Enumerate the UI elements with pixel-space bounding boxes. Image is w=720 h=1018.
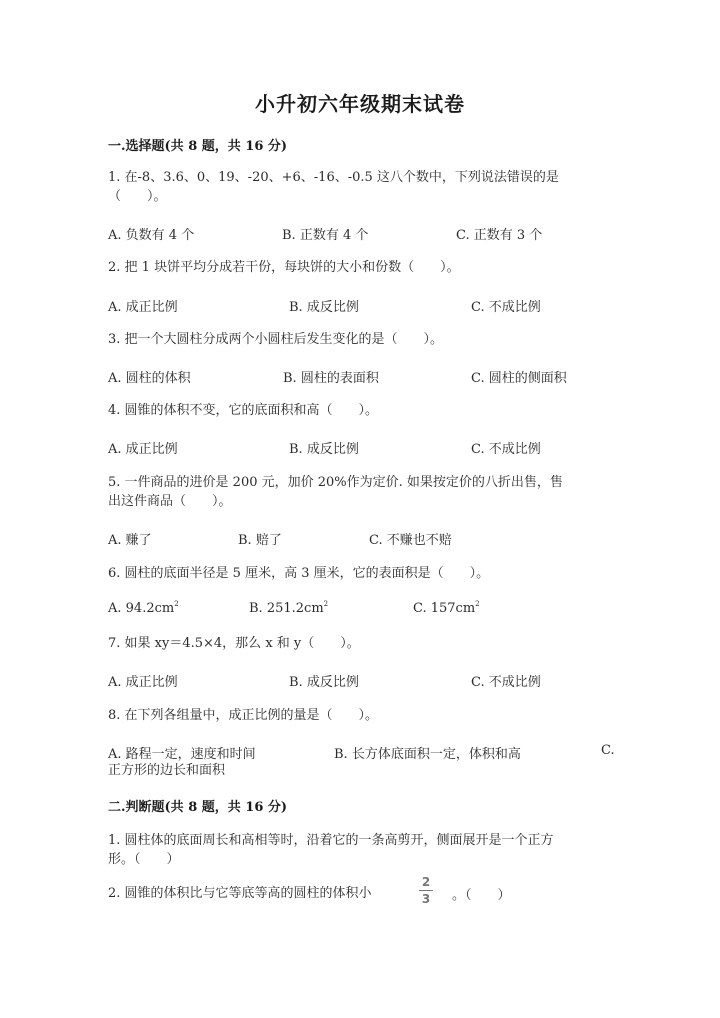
question-8-option-c-text: 正方形的边长和面积	[108, 763, 226, 778]
judgement-2-tail: 。（ ）	[452, 888, 511, 903]
question-6-option-a: A. $94.2cm^2$	[108, 600, 179, 616]
question-1-text: 1. 在-8、3.6、0、19、-20、+6、-16、-0.5 这八个数中，下列说法错误的是	[108, 170, 559, 185]
question-8-option-c: C.	[601, 743, 615, 758]
question-6-option-c: C. $157cm^2$	[413, 600, 480, 616]
section-heading-choice: 一.选择题(共 8 题，共 16 分)	[108, 139, 288, 154]
question-4-option-b: B. 成反比例	[289, 442, 359, 457]
question-7-option-b: B. 成反比例	[289, 675, 359, 690]
question-5-text-cont: 出这件商品（ ）。	[108, 494, 232, 509]
judgement-1-text: 1. 圆柱体的底面周长和高相等时，沿着它的一条高剪开，侧面展开是一个正方	[108, 833, 554, 848]
question-4-text: 4. 圆锥的体积不变，它的底面积和高（ ）。	[108, 403, 379, 418]
question-7-option-a: A. 成正比例	[108, 675, 178, 690]
question-5-option-c: C. 不赚也不赔	[369, 533, 452, 548]
question-1-option-a: A. 负数有 4 个	[108, 228, 195, 243]
question-5-option-b: B. 赔了	[238, 533, 282, 548]
question-1-option-b: B. 正数有 4 个	[282, 228, 369, 243]
question-8-text: 8. 在下列各组量中，成正比例的量是（ ）。	[108, 708, 379, 723]
question-5-text: 5. 一件商品的进价是 200 元，加价 20%作为定价. 如果按定价的八折出售，售	[108, 475, 563, 490]
judgement-2-text: 2. 圆锥的体积比与它等底等高的圆柱的体积小	[108, 886, 372, 901]
question-1-text-cont: （ ）。	[108, 189, 167, 204]
question-3-option-b: B. 圆柱的表面积	[283, 371, 379, 386]
superscript-2: 2	[323, 600, 329, 608]
question-2-text: 2. 把 1 块饼平均分成若干份，每块饼的大小和份数（ ）。	[108, 260, 460, 275]
question-2-option-a: A. 成正比例	[108, 300, 178, 315]
question-4-option-a: A. 成正比例	[108, 442, 178, 457]
fraction-denominator: 3	[421, 892, 431, 906]
question-3-option-c: C. 圆柱的侧面积	[471, 371, 567, 386]
question-3-option-a: A. 圆柱的体积	[108, 371, 191, 386]
question-2-option-b: B. 成反比例	[289, 300, 359, 315]
superscript-2: 2	[475, 600, 480, 608]
question-4-option-c: C. 不成比例	[471, 442, 541, 457]
judgement-1-text-cont: 形。（ ）	[108, 852, 180, 867]
fraction-two-thirds	[419, 876, 433, 905]
question-3-text: 3. 把一个大圆柱分成两个小圆柱后发生变化的是（ ）。	[108, 332, 444, 347]
question-7-option-c: C. 不成比例	[471, 675, 541, 690]
question-8-option-a: A. 路程一定，速度和时间	[108, 747, 256, 762]
page-title: 小升初六年级期末试卷	[255, 92, 465, 116]
fraction-bar	[419, 890, 433, 891]
question-8-option-b: B. 长方体底面积一定，体积和高	[334, 747, 521, 762]
question-5-option-a: A. 赚了	[108, 533, 152, 548]
question-6-text: 6. 圆柱的底面半径是 5 厘米，高 3 厘米，它的表面积是（ ）。	[108, 566, 490, 581]
superscript-2: 2	[174, 600, 179, 608]
question-7-text: 7. 如果 xy＝4.5×4，那么 x 和 y（ ）。	[108, 636, 360, 651]
question-2-option-c: C. 不成比例	[471, 300, 541, 315]
question-6-option-b: B. $251.2cm^2$	[249, 600, 329, 616]
fraction-numerator: 2	[421, 875, 431, 889]
question-1-option-c: C. 正数有 3 个	[456, 228, 543, 243]
section-heading-judgement: 二.判断题(共 8 题，共 16 分)	[108, 800, 288, 815]
